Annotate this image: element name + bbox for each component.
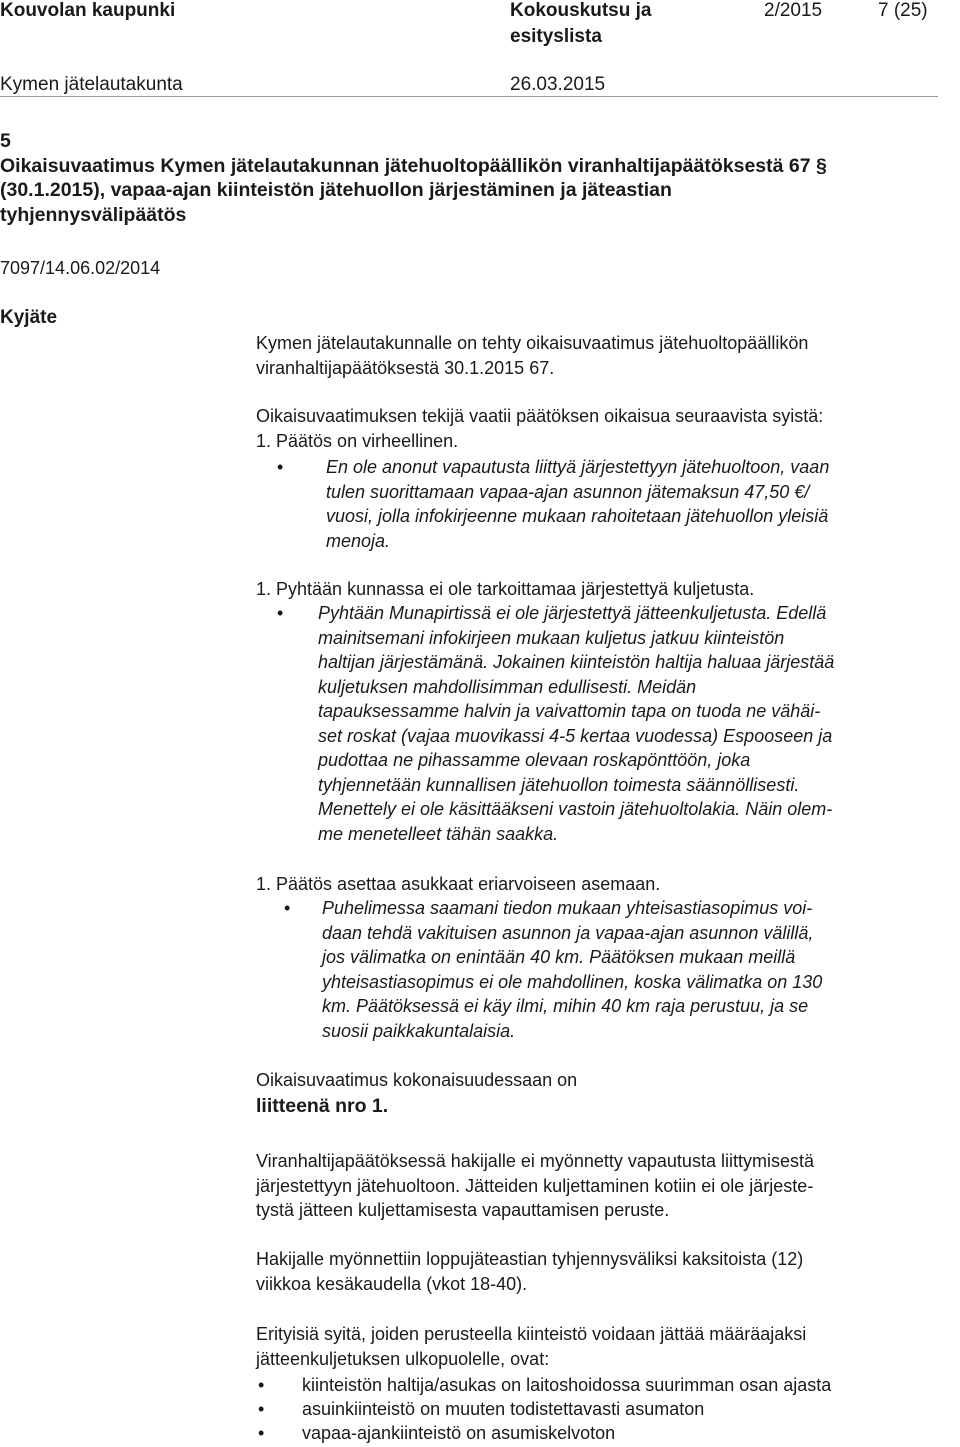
intro-paragraph	[256, 331, 936, 380]
reason-1-line: En ole anonut vapautusta liittyä järjestettyyn jätehuoltoon, vaan	[326, 457, 830, 477]
reason-1-line: menoja.	[326, 530, 391, 551]
decision-line: Viranhaltijapäätöksessä hakijalle ei myönnetty vapautusta liittymisestä	[256, 1151, 814, 1171]
reason-2-line: pudottaa ne pihassamme olevaan roskapönttöön, joka	[318, 750, 751, 770]
attachment-line: Oikaisuvaatimus kokonaisuudessaan on	[256, 1070, 578, 1090]
reason-3-line: yhteisastiasopimus ei ole mahdollinen, koska välimatka on 130	[322, 971, 823, 992]
item-number: 5	[0, 130, 11, 152]
document-type-line1: Kokouskutsu ja	[510, 0, 652, 21]
reason-2-line: set roskat (vajaa muovikassi 4-5 kertaa vuodessa) Espooseen ja	[318, 725, 833, 746]
header-divider	[0, 96, 938, 97]
interval-line: Hakijalle myönnettiin loppujäteastian tyhjennysväliksi kaksitoista (12)	[256, 1249, 804, 1269]
reason-2-bullet-text	[318, 601, 938, 846]
record-number: 7097/14.06.02/2014	[0, 258, 161, 278]
meeting-date: 26.03.2015	[510, 74, 606, 95]
bullet-dot: •	[284, 898, 291, 918]
reason-1-line: tulen suorittamaan vapaa-ajan asunnon jätemaksun 47,50 €/	[326, 481, 810, 502]
reason-3-line: km. Päätöksessä ei käy ilmi, mihin 40 km raja perustuu, ja se	[322, 996, 809, 1016]
attachment-reference: liitteenä nro 1.	[256, 1094, 389, 1117]
item-title-line1: Oikaisuvaatimus Kymen jätelautakunnan jätehuoltopäällikön viranhaltijapäätöksestä 67 §	[0, 154, 827, 177]
item-title-block	[0, 129, 930, 227]
special-reasons-line: jätteenkuljetuksen ulkopuolelle, ovat:	[256, 1348, 550, 1369]
reason-1-bullet-text	[326, 455, 936, 553]
reason-2-line: haltijan järjestämänä. Jokainen kiinteistön haltija haluaa järjestää	[318, 652, 835, 672]
reason-3-line: jos välimatka on enintään 40 km. Päätöksen mukaan meillä	[322, 947, 796, 967]
decision-paragraph	[256, 1149, 936, 1223]
reason-2-line: kuljetuksen mahdollisimman edullisesti. Meidän	[318, 676, 697, 697]
reason-2-line: tapauksessamme halvin ja vaivattomin tapa on tuoda ne vähäi-	[318, 701, 821, 721]
interval-line: viikkoa kesäkaudella (vkot 18-40).	[256, 1273, 528, 1294]
bullet-dot: •	[258, 1375, 265, 1395]
interval-paragraph	[256, 1247, 936, 1296]
reason-2-line: Menettely ei ole käsittääkseni vastoin jätehuoltolakia. Näin olem-	[318, 799, 833, 819]
reason-2-line: me menetelleet tähän saakka.	[318, 823, 559, 844]
list-item: vapaa-ajankiinteistö on asumiskelvoton	[302, 1423, 616, 1443]
demand-text: Oikaisuvaatimuksen tekijä vaatii päätöksen oikaisua seuraavista syistä:	[256, 406, 824, 426]
bullet-dot: •	[277, 603, 284, 623]
committee-name: Kymen jätelautakunta	[0, 74, 183, 95]
reason-3-line: suosii paikkakuntalaisia.	[322, 1020, 516, 1041]
bullet-dot: •	[258, 1423, 265, 1443]
reason-3-heading: 1. Päätös asettaa asukkaat eriarvoiseen asemaan.	[256, 874, 661, 894]
item-title-line2: (30.1.2015), vapaa-ajan kiinteistön jätehuollon järjestäminen ja jäteastian	[0, 179, 672, 201]
special-reasons-line: Erityisiä syitä, joiden perusteella kiinteistö voidaan jättää määräajaksi	[256, 1324, 807, 1344]
document-type-line2: esityslista	[510, 26, 602, 47]
bullet-dot: •	[277, 457, 284, 477]
reason-2-line: mainitsemani infokirjeen mukaan kuljetus jatkuu kiinteistön	[318, 627, 785, 648]
intro-line2: viranhaltijapäätöksestä 30.1.2015 67.	[256, 357, 555, 378]
attachment-note	[256, 1068, 936, 1120]
meeting-number: 2/2015	[764, 0, 823, 21]
list-item: kiinteistön haltija/asukas on laitoshoidossa suurimman osan ajasta	[302, 1375, 832, 1395]
decision-line: tystä jätteen kuljettamisesta vapauttamisen peruste.	[256, 1200, 670, 1220]
intro-line1: Kymen jätelautakunnalle on tehty oikaisuvaatimus jätehuoltopäällikön	[256, 333, 809, 353]
special-reasons-paragraph	[256, 1322, 936, 1371]
page-number: 7 (25)	[878, 0, 928, 21]
reason-3-line: daan tehdä vakituisen asunnon ja vapaa-ajan asunnon välillä,	[322, 922, 814, 943]
item-title-line3: tyhjennysvälipäätös	[0, 203, 187, 226]
section-label: Kyjäte	[0, 307, 58, 328]
reason-1-heading: 1. Päätös on virheellinen.	[256, 430, 459, 451]
reason-2-line: Pyhtään Munapirtissä ei ole järjestettyä jätteenkuljetusta. Edellä	[318, 603, 827, 623]
reason-2-heading: 1. Pyhtään kunnassa ei ole tarkoittamaa järjestettyä kuljetusta.	[256, 579, 755, 599]
bullet-dot: •	[258, 1399, 265, 1419]
reason-1-line: vuosi, jolla infokirjeenne mukaan rahoitetaan jätehuollon yleisiä	[326, 506, 829, 526]
demand-paragraph	[256, 404, 936, 453]
list-item: asuinkiinteistö on muuten todistettavasti asumaton	[302, 1399, 705, 1419]
reason-2-line: tyhjennetään kunnallisen jätehuollon toimesta säännöllisesti.	[318, 774, 800, 795]
decision-line: järjestettyyn jätehuoltoon. Jätteiden kuljettaminen kotiin ei ole järjeste-	[256, 1175, 814, 1196]
organization-name: Kouvolan kaupunki	[0, 0, 176, 21]
reason-3-bullet-text	[322, 896, 938, 1043]
reason-3-line: Puhelimessa saamani tiedon mukaan yhteisastiasopimus voi-	[322, 898, 813, 918]
